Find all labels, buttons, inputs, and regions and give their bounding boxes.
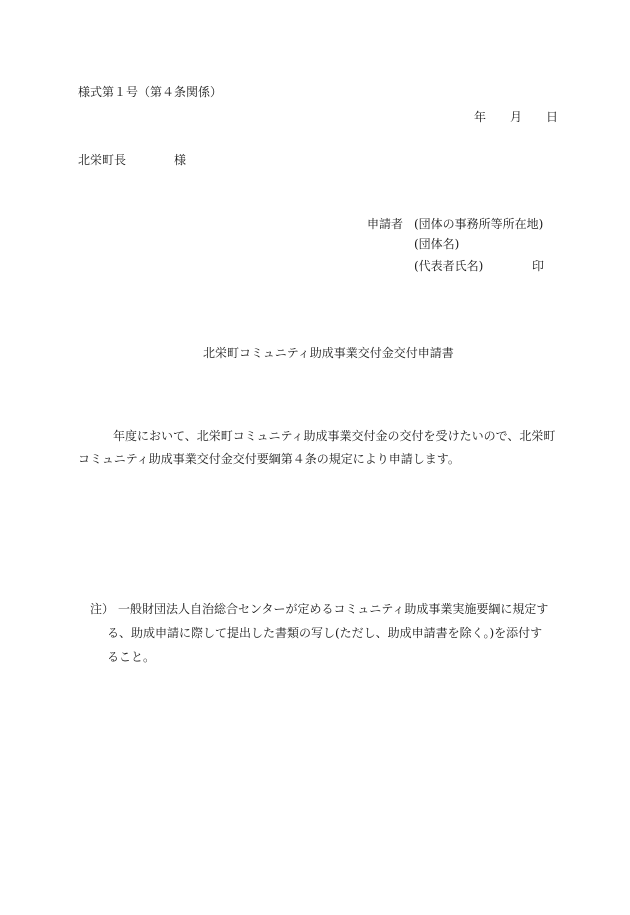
date-line [474,111,558,123]
applicant-rep-placeholder: (代表者氏名) [414,259,484,273]
applicant-label: 申請者 [367,217,404,231]
date-day-label: 日 [546,110,559,124]
applicant-org-placeholder: (団体名) [414,237,460,251]
body-text-line-1: 年度において、北栄町コミュニティ助成事業交付金の交付を受けたいので、北栄町 [113,429,556,443]
body-text-line-2: コミュニティ助成事業交付金交付要綱第４条の規定により申請します。 [78,452,460,466]
addressee [78,154,186,166]
seal-mark: 印 [532,259,545,273]
note-line-1: 一般財団法人自治総合センターが定めるコミュニティ助成事業実施要綱に規定す [118,602,549,616]
date-year-label: 年 [474,110,487,124]
note-line-3: ること。 [107,650,156,664]
form-number: 様式第１号（第４条関係） [78,85,223,99]
applicant-address-placeholder: (団体の事務所等所在地) [414,217,544,231]
note-line-2: る、助成申請に際して提出した書類の写し(ただし、助成申請書を除く。)を添付す [107,626,543,640]
addressee-name: 北栄町長 [78,153,127,167]
date-month-label: 月 [510,110,523,124]
document-title: 北栄町コミュニティ助成事業交付金交付申請書 [203,346,454,360]
addressee-honorific: 様 [174,153,187,167]
note-label: 注） [90,602,115,616]
